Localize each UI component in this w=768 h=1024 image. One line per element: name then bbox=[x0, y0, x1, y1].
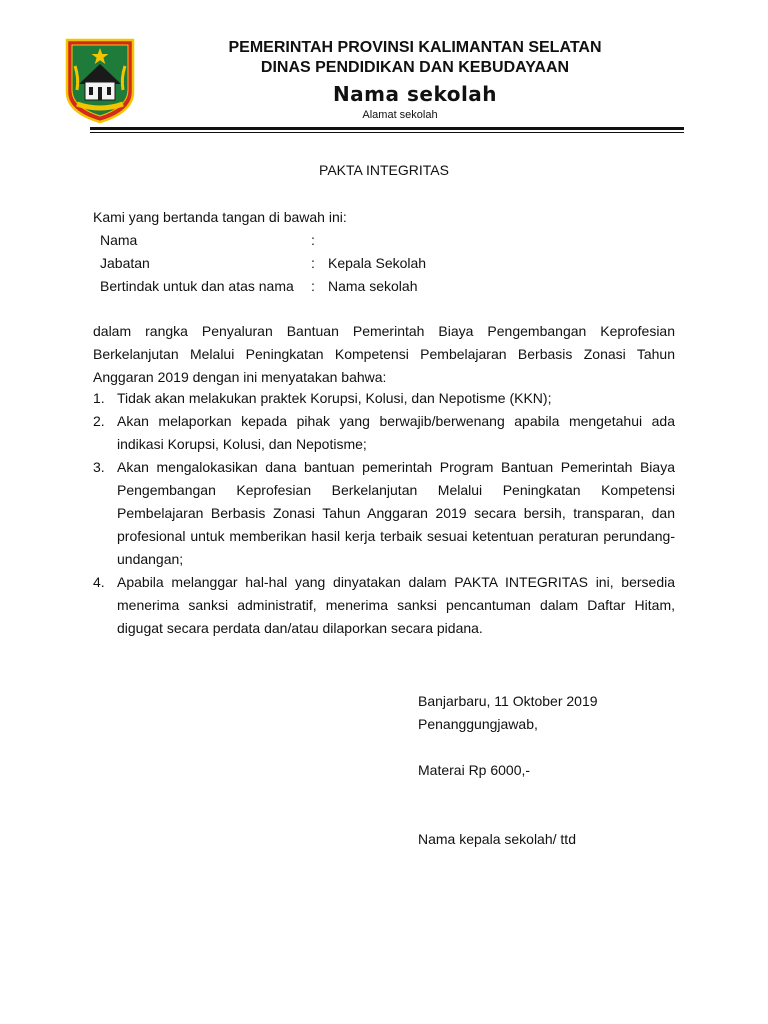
field-colon: : bbox=[311, 255, 315, 271]
signature-name: Nama kepala sekolah/ ttd bbox=[418, 831, 576, 847]
list-item-text: Akan mengalokasikan dana bantuan pemerintah Program Bantuan Pemerintah Biaya Pengembangan Keprofesian Berkelanjutan Melalui Peningkatan Kompetensi Pembelajaran Berbasis Zonasi Tahun Anggaran 2019 secara bersih, transparan, dan profesional untuk memberikan hasil kerja terbaik sesuai ketentuan peraturan perundang-undangan; bbox=[117, 459, 675, 567]
list-item-number: 3. bbox=[93, 459, 105, 475]
field-colon: : bbox=[311, 232, 315, 248]
letterhead-line-2: DINAS PENDIDIKAN DAN KEBUDAYAAN bbox=[260, 59, 570, 76]
stamp-note: Materai Rp 6000,- bbox=[418, 762, 531, 778]
intro-text: Kami yang bertanda tangan di bawah ini: bbox=[93, 209, 347, 225]
province-emblem-icon bbox=[65, 38, 135, 124]
field-value-bertindak: Nama sekolah bbox=[328, 278, 418, 294]
field-label-nama: Nama bbox=[100, 232, 138, 248]
school-name: Nama sekolah bbox=[332, 82, 498, 106]
list-item bbox=[93, 410, 675, 456]
signature-role: Penanggungjawab, bbox=[418, 716, 538, 732]
list-item bbox=[93, 387, 675, 410]
field-colon: : bbox=[311, 278, 315, 294]
letterhead-line-1: PEMERINTAH PROVINSI KALIMANTAN SELATAN bbox=[228, 39, 602, 56]
list-item bbox=[93, 571, 675, 640]
school-address: Alamat sekolah bbox=[362, 109, 438, 121]
list-item-number: 1. bbox=[93, 390, 105, 406]
list-item-text: Apabila melanggar hal-hal yang dinyatakan dalam PAKTA INTEGRITAS ini, bersedia menerima sanksi administratif, menerima sanksi pencantuman dalam Daftar Hitam, digugat secara perdata dan/atau dilaporkan secara pidana. bbox=[117, 574, 675, 636]
field-label-bertindak: Bertindak untuk dan atas nama bbox=[100, 278, 294, 294]
letterhead-rule-thin bbox=[90, 132, 684, 133]
list-item-text: Akan melaporkan kepada pihak yang berwajib/berwenang apabila mengetahui ada indikasi Korupsi, Kolusi, dan Nepotisme; bbox=[117, 413, 675, 452]
field-value-jabatan: Kepala Sekolah bbox=[328, 255, 427, 271]
statement-list bbox=[93, 387, 675, 640]
document-title: PAKTA INTEGRITAS bbox=[319, 162, 449, 178]
field-label-jabatan: Jabatan bbox=[100, 255, 150, 271]
list-item bbox=[93, 456, 675, 571]
statement-paragraph: dalam rangka Penyaluran Bantuan Pemerintah Biaya Pengembangan Keprofesian Berkelanjutan Melalui Peningkatan Kompetensi Pembelajaran Berbasis Zonasi Tahun Anggaran 2019 dengan ini menyatakan bahwa: bbox=[93, 323, 675, 385]
signature-place-date: Banjarbaru, 11 Oktober 2019 bbox=[418, 693, 598, 709]
list-item-number: 4. bbox=[93, 574, 105, 590]
letterhead bbox=[190, 38, 640, 122]
list-item-number: 2. bbox=[93, 413, 105, 429]
list-item-text: Tidak akan melakukan praktek Korupsi, Kolusi, dan Nepotisme (KKN); bbox=[117, 390, 552, 406]
letterhead-rule-thick bbox=[90, 127, 684, 130]
